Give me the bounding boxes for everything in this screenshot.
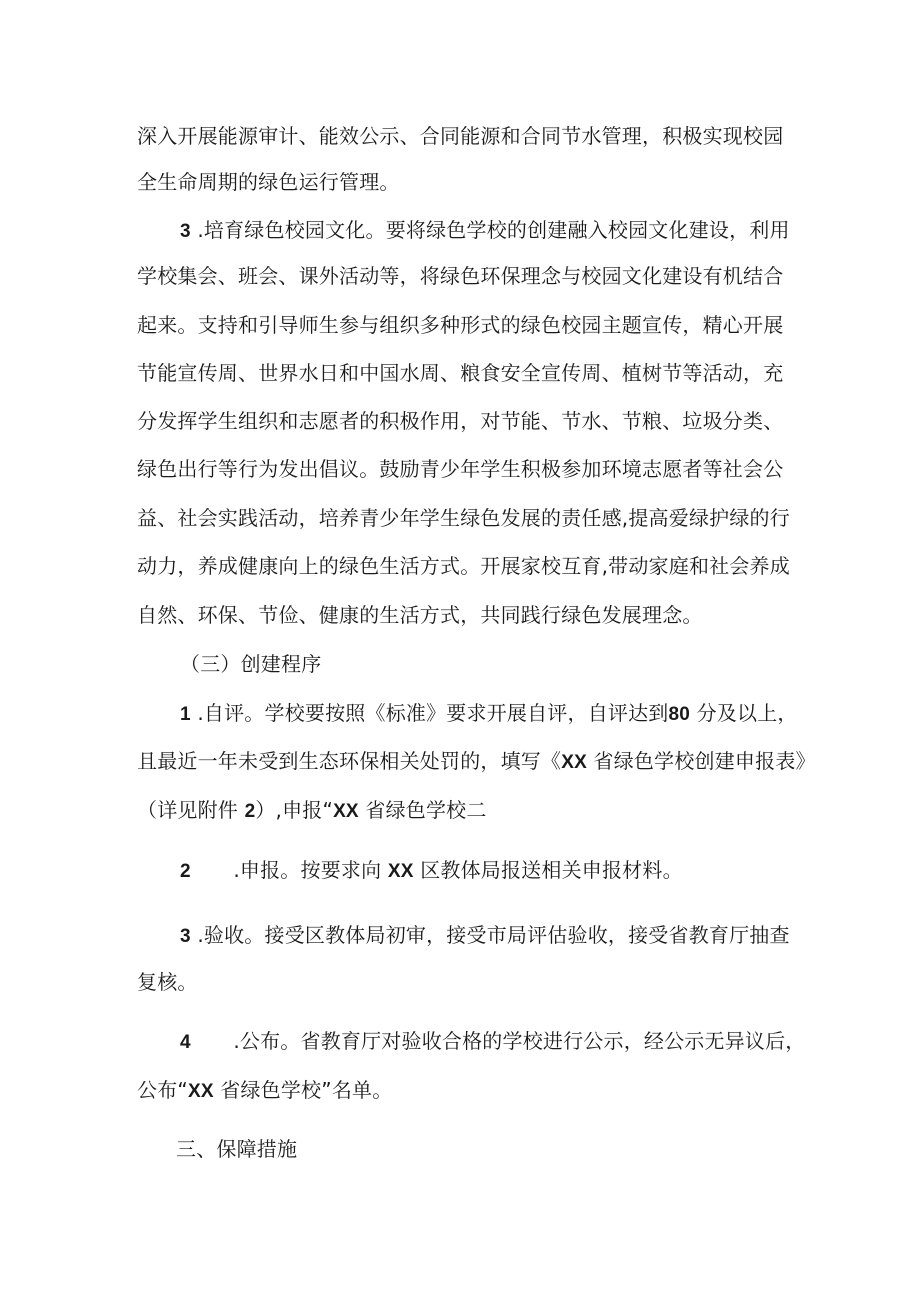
paragraph-line: 起来。支持和引导师生参与组织多种形式的绿色校园主题宣传，精心开展 xyxy=(137,313,784,337)
item-number: 1 xyxy=(180,704,191,725)
paragraph-line: 益、社会实践活动，培养青少年学生绿色发展的责任感,提高爱绿护绿的行 xyxy=(137,506,790,530)
item-number: 3 xyxy=(180,221,191,242)
item-3-culture: 3 .培育绿色校园文化。要将绿色学校的创建融入校园文化建设，利用 xyxy=(180,218,790,242)
paragraph-line: （详见附件 2）,申报“XX 省绿色学校二 xyxy=(137,798,487,822)
paragraph-line: 全生命周期的绿色运行管理。 xyxy=(137,170,400,194)
paragraph-line: 节能宣传周、世界水日和中国水周、粮食安全宣传周、植树节等活动，充 xyxy=(137,361,784,385)
section-heading: （三）创建程序 xyxy=(180,652,322,676)
paragraph-line: 公布“XX 省绿色学校”名单。 xyxy=(137,1078,393,1102)
section-heading: 三、保障措施 xyxy=(176,1137,298,1161)
paragraph-line: 绿色出行等行为发出倡议。鼓励青少年学生积极参加环境志愿者等社会公 xyxy=(137,457,784,481)
paragraph-line: 学校集会、班会、课外活动等，将绿色环保理念与校园文化建设有机结合 xyxy=(137,264,784,288)
item-3-accept: 3 .验收。接受区教体局初审，接受市局评估验收，接受省教育厅抽查 xyxy=(180,923,790,947)
paragraph-line: 动力，养成健康向上的绿色生活方式。开展家校互育,带动家庭和社会养成 xyxy=(137,554,790,578)
paragraph-line: 深入开展能源审计、能效公示、合同能源和合同节水管理，积极实现校园 xyxy=(137,124,784,148)
item-number: 2 xyxy=(180,861,191,882)
paragraph-line: 自然、环保、节俭、健康的生活方式，共同践行绿色发展理念。 xyxy=(137,603,703,627)
paragraph-line: 分发挥学生组织和志愿者的积极作用，对节能、节水、节粮、垃圾分类、 xyxy=(137,409,784,433)
item-1-self-eval: 1 .自评。学校要按照《标准》要求开展自评，自评达到80 分及以上， xyxy=(180,701,798,725)
item-number: 4 xyxy=(180,1032,191,1053)
item-2-apply: 2 .申报。按要求向 XX 区教体局报送相关申报材料。 xyxy=(180,858,683,882)
paragraph-line: 复核。 xyxy=(137,970,198,994)
paragraph-line: 且最近一年未受到生态环保相关处罚的，填写《XX 省绿色学校创建申报表》 xyxy=(137,749,816,773)
item-number: 3 xyxy=(180,926,191,947)
item-4-publish: 4 .公布。省教育厅对验收合格的学校进行公示，经公示无异议后， xyxy=(180,1029,806,1053)
